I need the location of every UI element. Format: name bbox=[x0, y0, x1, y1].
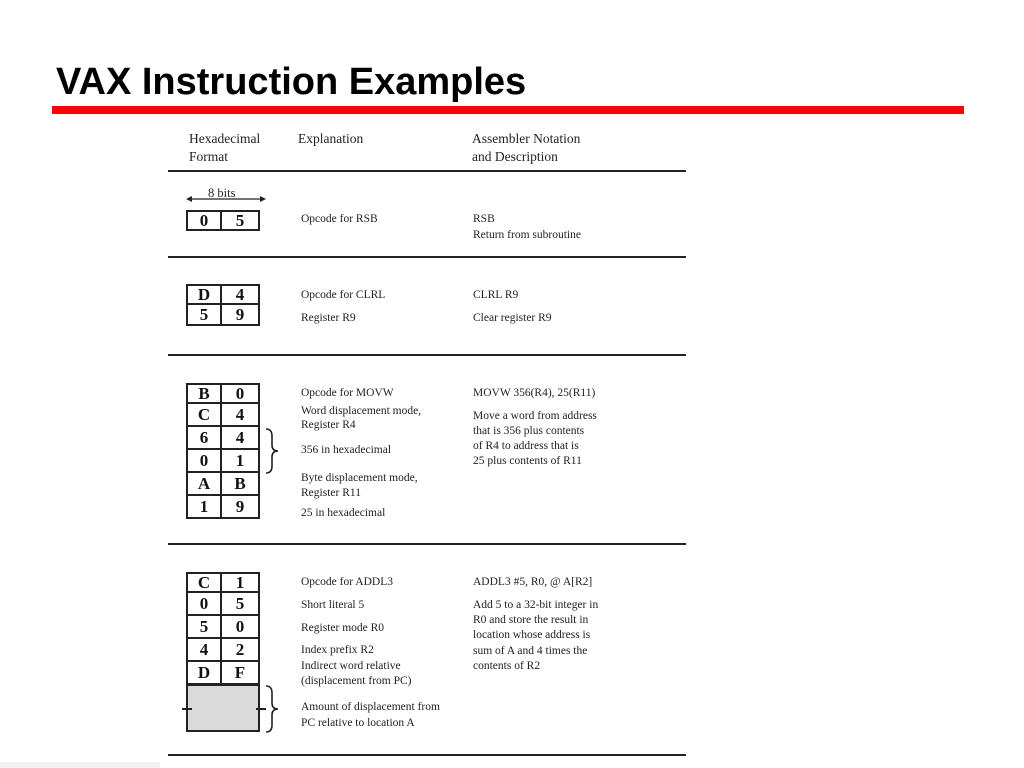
byte-cell: D bbox=[186, 662, 222, 685]
divider bbox=[168, 170, 686, 172]
byte-cell: F bbox=[222, 662, 260, 685]
byte-cell: 5 bbox=[222, 593, 260, 616]
brace-icon bbox=[263, 685, 281, 733]
byte-cell: 1 bbox=[186, 496, 222, 519]
byte-cell: 4 bbox=[186, 639, 222, 662]
byte-cell: 0 bbox=[186, 593, 222, 616]
assembler-text: that is 356 plus contents bbox=[473, 425, 585, 437]
explanation-text: Register mode R0 bbox=[301, 622, 385, 634]
explanation-text: 25 in hexadecimal bbox=[301, 507, 386, 519]
explanation-text: Amount of displacement from bbox=[301, 701, 440, 713]
explanation-text: Opcode for ADDL3 bbox=[301, 576, 393, 588]
byte-cell: 0 bbox=[222, 616, 260, 639]
byte-cell: 5 bbox=[186, 305, 222, 326]
byte-cell: 6 bbox=[186, 427, 222, 450]
assembler-text: MOVW 356(R4), 25(R11) bbox=[473, 387, 596, 399]
explanation-text: Opcode for MOVW bbox=[301, 387, 394, 399]
explanation-text: Register R9 bbox=[301, 312, 356, 324]
slide-title: VAX Instruction Examples bbox=[56, 61, 527, 103]
explanation-text: Short literal 5 bbox=[301, 599, 365, 611]
footer-shade bbox=[0, 762, 160, 768]
byte-cell: 0 bbox=[186, 450, 222, 473]
bits-label: 8 bits bbox=[208, 186, 236, 200]
explanation-text: 356 in hexadecimal bbox=[301, 444, 392, 456]
explanation-text: Indirect word relative bbox=[301, 660, 401, 672]
displacement-bytes bbox=[186, 684, 260, 732]
byte-cell: 4 bbox=[222, 427, 260, 450]
byte-cell: 4 bbox=[222, 284, 260, 305]
bits-width-arrow bbox=[186, 194, 266, 204]
assembler-text: RSB bbox=[473, 213, 495, 225]
header-hex-format: Hexadecimal Format bbox=[189, 131, 261, 164]
assembler-text: Move a word from address bbox=[473, 410, 597, 422]
byte-cell: B bbox=[222, 473, 260, 496]
explanation-text: Word displacement mode, bbox=[301, 405, 422, 417]
header-explanation: Explanation bbox=[298, 131, 364, 146]
instruction-figure bbox=[168, 124, 686, 760]
divider bbox=[168, 354, 686, 356]
byte-cell: C bbox=[186, 572, 222, 593]
assembler-text: ADDL3 #5, R0, @ A[R2] bbox=[473, 576, 593, 588]
assembler-text: location whose address is bbox=[473, 629, 591, 641]
byte-cell: B bbox=[186, 383, 222, 404]
assembler-text: CLRL R9 bbox=[473, 289, 519, 301]
assembler-text: Add 5 to a 32-bit integer in bbox=[473, 599, 599, 611]
explanation-text: Index prefix R2 bbox=[301, 644, 374, 656]
explanation-text: Opcode for CLRL bbox=[301, 289, 386, 301]
brace-icon bbox=[263, 428, 281, 474]
assembler-text: Clear register R9 bbox=[473, 312, 552, 324]
assembler-text: 25 plus contents of R11 bbox=[473, 455, 582, 467]
byte-cell: D bbox=[186, 284, 222, 305]
byte-cell: 5 bbox=[222, 210, 260, 231]
explanation-text: Register R4 bbox=[301, 419, 356, 431]
divider bbox=[168, 256, 686, 258]
assembler-text: of R4 to address that is bbox=[473, 440, 579, 452]
byte-cell: 1 bbox=[222, 572, 260, 593]
header-assembler: Assembler Notation and Description bbox=[472, 131, 581, 164]
assembler-text: sum of A and 4 times the bbox=[473, 645, 588, 657]
assembler-text: contents of R2 bbox=[473, 660, 541, 672]
byte-cell: 1 bbox=[222, 450, 260, 473]
explanation-text: Byte displacement mode, bbox=[301, 472, 418, 484]
byte-cell: 2 bbox=[222, 639, 260, 662]
tick-mark bbox=[182, 708, 192, 710]
explanation-text: Opcode for RSB bbox=[301, 213, 378, 225]
explanation-text: Register R11 bbox=[301, 487, 361, 499]
assembler-text: R0 and store the result in bbox=[473, 614, 589, 626]
byte-cell: 0 bbox=[222, 383, 260, 404]
byte-cell: C bbox=[186, 404, 222, 427]
divider bbox=[168, 543, 686, 545]
explanation-text: PC relative to location A bbox=[301, 717, 415, 729]
byte-cell: 9 bbox=[222, 496, 260, 519]
title-rule bbox=[52, 106, 964, 114]
byte-cell: A bbox=[186, 473, 222, 496]
byte-cell: 5 bbox=[186, 616, 222, 639]
divider bbox=[168, 754, 686, 756]
assembler-text: Return from subroutine bbox=[473, 229, 581, 241]
byte-cell: 0 bbox=[186, 210, 222, 231]
byte-cell: 9 bbox=[222, 305, 260, 326]
byte-cell: 4 bbox=[222, 404, 260, 427]
explanation-text: (displacement from PC) bbox=[301, 675, 412, 687]
